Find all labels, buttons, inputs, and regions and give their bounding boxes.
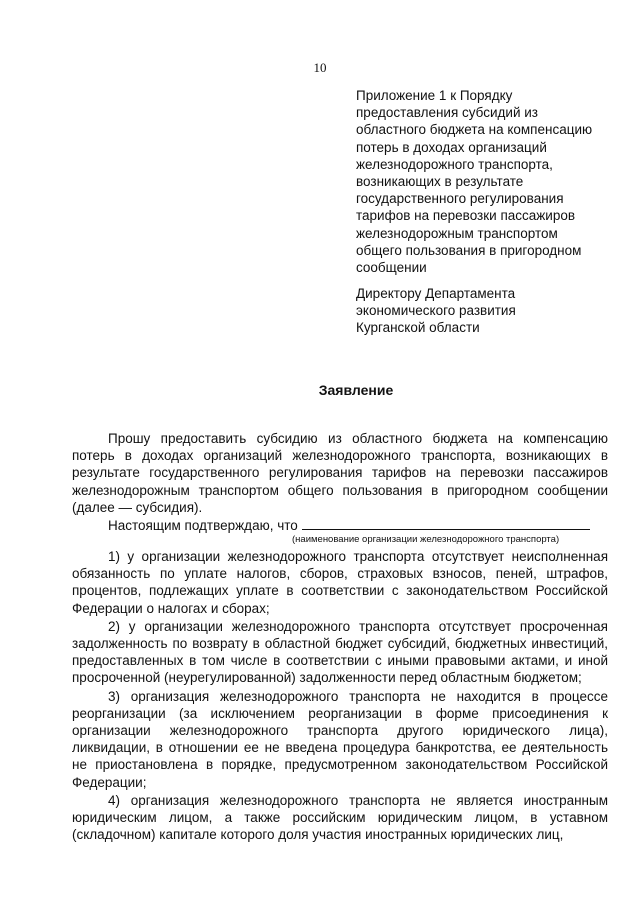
document-title: Заявление	[318, 382, 394, 398]
appendix-line: государственного регулирования	[356, 191, 564, 207]
addressee-block	[356, 285, 616, 337]
addressee-line: Директору Департамента	[356, 286, 516, 301]
condition-item: 2) у организации железнодорожного транспорта отсутствует просроченная задолженность по возврату в областной бюджет субсидий, бюджетных инвестиций, предоставленных в том числе в соответствии с иными правовыми актами, и иной просроченной (неурегулированной) задолженности перед областным бюджетом;	[72, 618, 608, 686]
addressee-line: Курганской области	[356, 320, 480, 336]
appendix-line: предоставления субсидий из	[356, 105, 538, 121]
appendix-line: сообщении	[356, 260, 427, 276]
addressee-line: экономического развития	[356, 303, 516, 319]
appendix-line: возникающих в результате	[356, 174, 524, 190]
appendix-line: общего пользования в пригородном	[356, 242, 582, 258]
condition-item: 1) у организации железнодорожного транспорта отсутствует неисполненная обязанность по уплате налогов, сборов, страховых взносов, пеней, штрафов, процентов, подлежащих уплате в соответствии с законодательством Российской Федерации о налогах и сборах;	[72, 549, 608, 616]
condition-item: 4) организация железнодорожного транспорта не является иностранным юридическим лицом, а также российским юридическим лицом, в уставном (складочном) капитале которого доля участия иностранных юридических лиц,	[72, 792, 608, 843]
confirm-row	[72, 516, 608, 533]
appendix-line: потерь в доходах организаций	[356, 139, 547, 155]
intro-section	[72, 430, 608, 516]
page-number: 10	[313, 60, 327, 75]
intro-paragraph: Прошу предоставить субсидию из областного бюджета на компенсацию потерь в доходах организаций железнодорожного транспорта, возникающих в результате государственного регулирования тарифов на перевозки пассажиров железнодорожным транспортом общего пользования в пригородном сообщении (далее — субсидия).	[72, 431, 608, 515]
appendix-line: областного бюджета на компенсацию	[356, 122, 593, 138]
appendix-line: тарифов на перевозки пассажиров	[356, 208, 576, 224]
conditions-list	[72, 548, 608, 844]
appendix-header	[356, 87, 616, 276]
confirm-label: Настоящим подтверждаю, что	[108, 518, 298, 533]
appendix-line: железнодорожным транспортом	[356, 225, 558, 241]
appendix-line: Приложение 1 к Порядку	[356, 88, 513, 103]
organization-name-blank	[302, 516, 590, 530]
blank-caption: (наименование организации железнодорожного транспорта)	[292, 534, 560, 545]
appendix-line: железнодорожного транспорта,	[356, 156, 553, 172]
condition-item: 3) организация железнодорожного транспорта не находится в процессе реорганизации (за исключением реорганизации в форме присоединения к организации железнодорожного транспорта другого юридического лица), ликвидации, в отношении ее не введена процедура банкротства, ее деятельность не приостановлена в порядке, предусмотренном законодательством Российской Федерации;	[72, 688, 608, 790]
